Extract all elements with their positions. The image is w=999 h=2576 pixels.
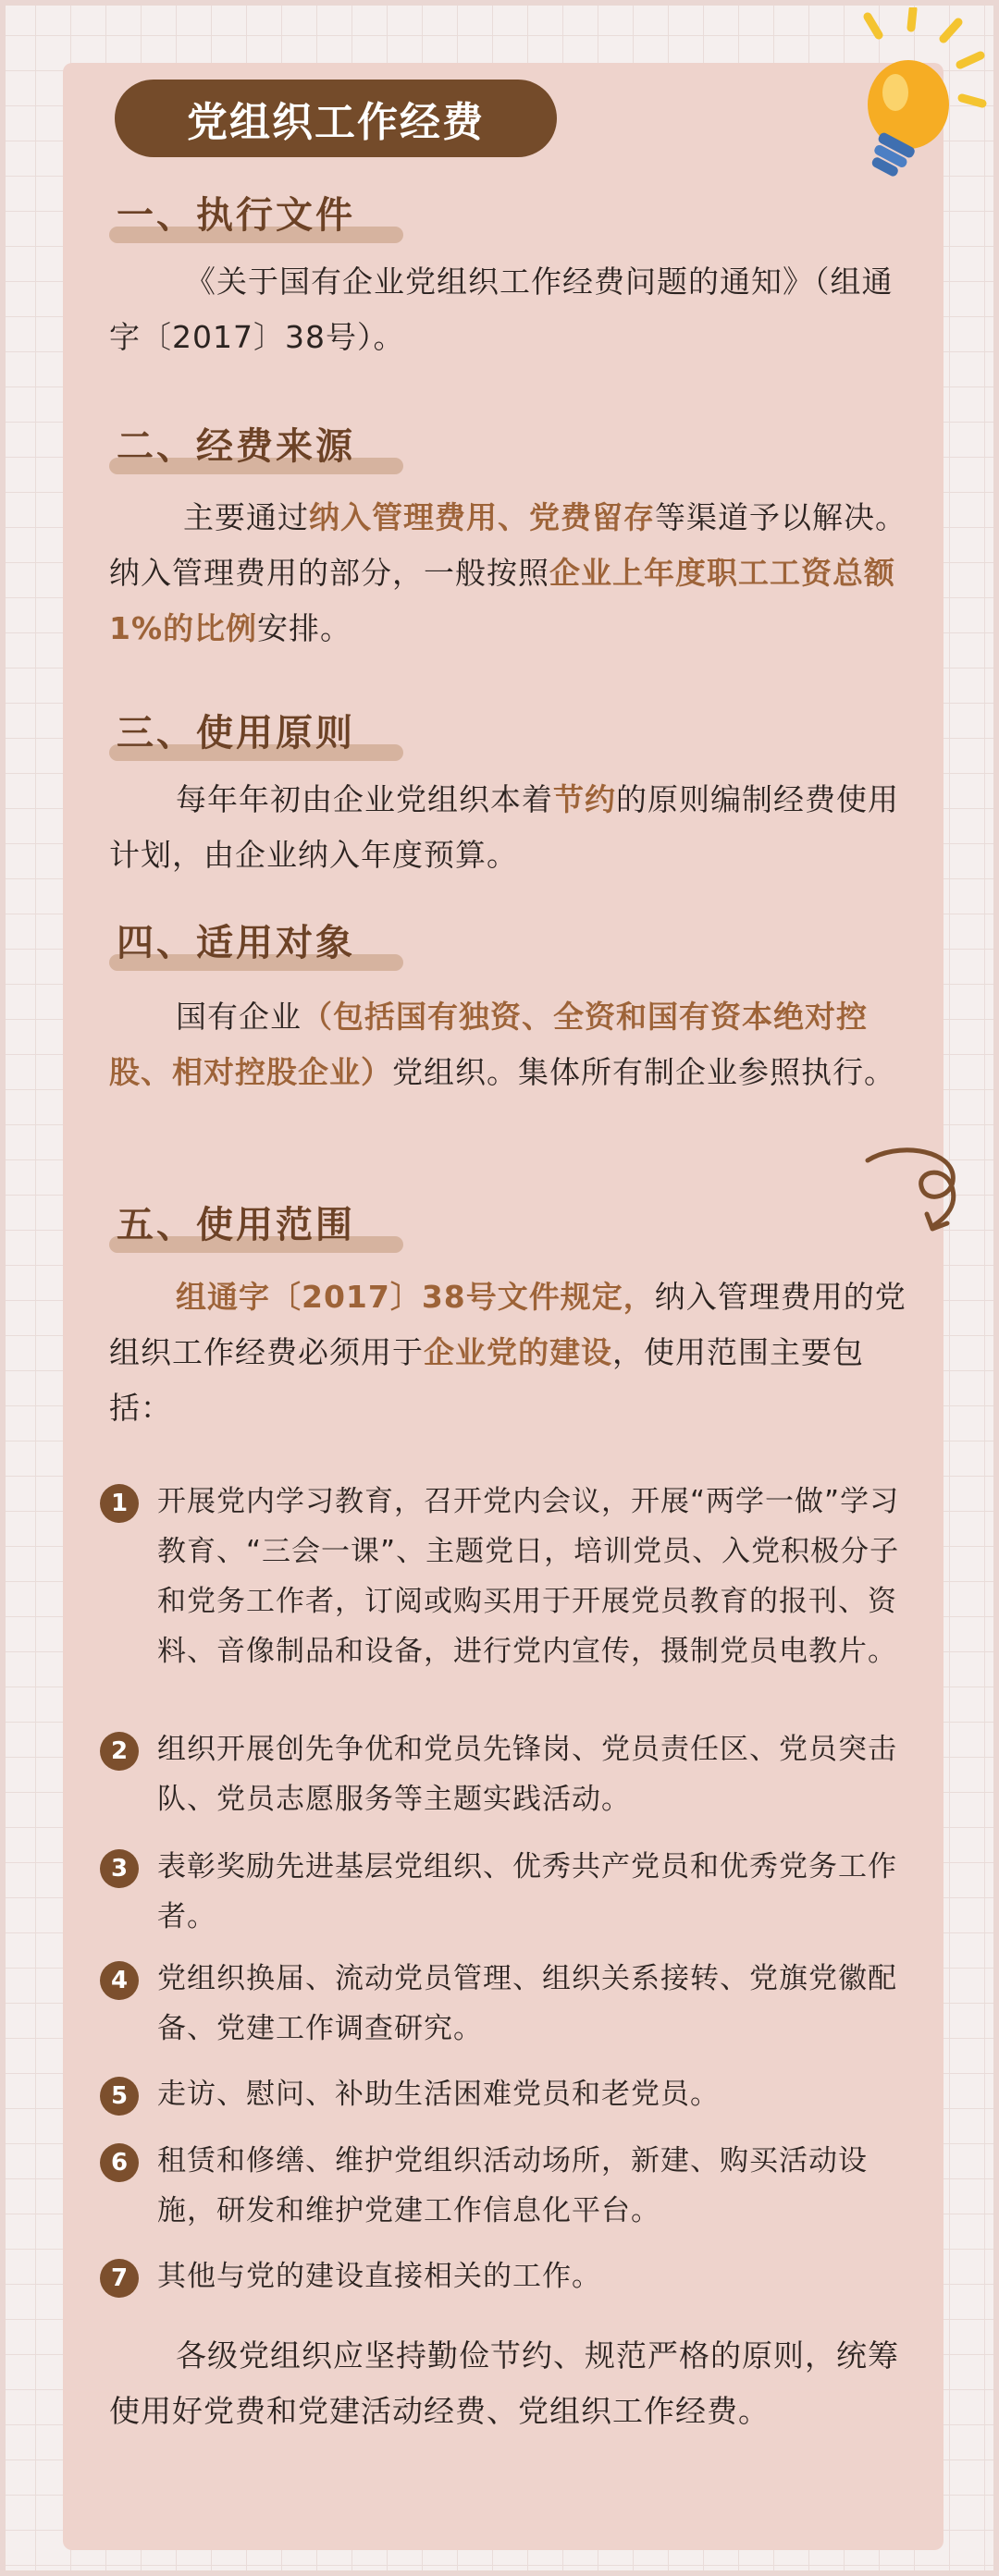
- section-heading-5: [109, 1199, 403, 1257]
- lightbulb-icon: [823, 7, 990, 183]
- list-item: [100, 1724, 914, 1824]
- list-item: [100, 2136, 914, 2236]
- list-item-text: 其他与党的建设直接相关的工作。: [157, 2260, 601, 2293]
- list-item-text: 租赁和修缮、维护党组织活动场所，新建、购买活动设施，研发和维护党建工作信息化平台。: [157, 2144, 868, 2227]
- section-heading-2: [109, 421, 403, 478]
- list-item-text: 党组织换届、流动党员管理、组织关系接转、党旗党徽配备、党建工作调查研究。: [157, 1962, 897, 2045]
- section-body-4: 国有企业（包括国有独资、全资和国有资本绝对控股、相对控股企业）党组织。集体所有制企业参照执行。: [109, 999, 895, 1090]
- number-badge: 4: [100, 1961, 139, 2000]
- swirl-arrow-icon: [860, 1133, 980, 1244]
- section-body-2: 主要通过纳入管理费用、党费留存等渠道予以解决。纳入管理费用的部分，一般按照企业上年度职工工资总额1%的比例安排。: [109, 499, 906, 646]
- list-item: [100, 2251, 914, 2301]
- number-badge: 6: [100, 2143, 139, 2182]
- section-heading-3: [109, 707, 403, 765]
- section-heading-text: 三、使用原则: [117, 712, 355, 754]
- section-heading-text: 一、执行文件: [117, 194, 355, 237]
- section-body-5: 组通字〔2017〕38号文件规定，纳入管理费用的党组织工作经费必须用于企业党的建设，使用范围主要包括：: [109, 1279, 906, 1426]
- section-heading-text: 四、适用对象: [117, 922, 355, 964]
- section-heading-text: 二、经费来源: [117, 425, 355, 468]
- list-item: [100, 1842, 914, 1942]
- list-item: [100, 1477, 914, 1676]
- page-title: 党组织工作经费: [115, 80, 557, 157]
- list-item-text: 开展党内学习教育，召开党内会议，开展“两学一做”学习教育、“三会一课”、主题党日，培训党员、入党积极分子和党务工作者，订阅或购买用于开展党员教育的报刊、资料、音像制品和设备，进行党内宣传，摄制党员电教片。: [157, 1485, 900, 1668]
- list-item: [100, 1954, 914, 2054]
- list-item: [100, 2069, 914, 2119]
- section-heading-text: 五、使用范围: [117, 1204, 355, 1246]
- number-badge: 2: [100, 1732, 139, 1771]
- section-body-3: 每年年初由企业党组织本着节约的原则编制经费使用计划，由企业纳入年度预算。: [109, 781, 899, 873]
- section-heading-1: [109, 190, 403, 247]
- number-badge: 1: [100, 1484, 139, 1523]
- number-badge: 3: [100, 1849, 139, 1888]
- section-body-1: 《关于国有企业党组织工作经费问题的通知》（组通字〔2017〕38号）。: [109, 264, 894, 355]
- list-item-text: 组织开展创先争优和党员先锋岗、党员责任区、党员突击队、党员志愿服务等主题实践活动。: [157, 1733, 897, 1816]
- closing-paragraph: 各级党组织应坚持勤俭节约、规范严格的原则，统筹使用好党费和党建活动经费、党组织工作经费。: [109, 2337, 899, 2429]
- number-badge: 7: [100, 2259, 139, 2298]
- list-item-text: 走访、慰问、补助生活困难党员和老党员。: [157, 2078, 720, 2111]
- number-badge: 5: [100, 2077, 139, 2116]
- list-item-text: 表彰奖励先进基层党组织、优秀共产党员和优秀党务工作者。: [157, 1850, 897, 1933]
- section-heading-4: [109, 917, 403, 975]
